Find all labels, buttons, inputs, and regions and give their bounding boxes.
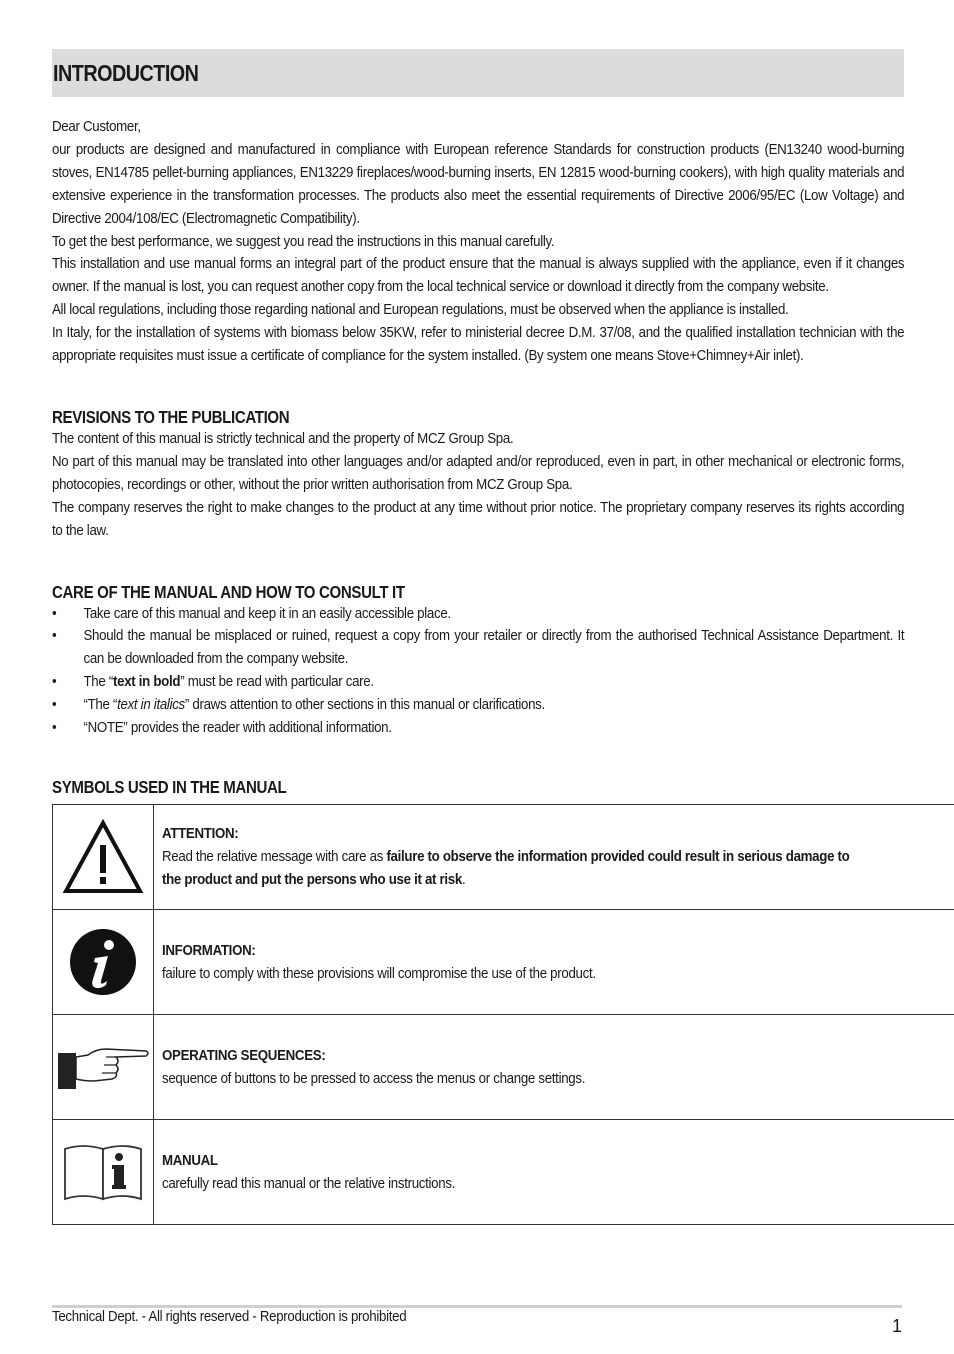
revisions-paragraph-3: The company reserves the right to make changes to the product at any time without prior notice. The proprietary company reserves its rights according to the law.: [52, 498, 905, 539]
manual-title: MANUAL: [162, 1151, 218, 1169]
pointing-hand-icon: [54, 1043, 152, 1091]
title-band: [52, 49, 904, 97]
revisions-paragraph-1: The content of this manual is strictly technical and the property of MCZ Group Spa.: [52, 429, 514, 447]
intro-paragraph-1: our products are designed and manufactured in compliance with European reference Standards for construction products (EN13240 wood-burning stoves, EN14785 pellet-burning appliances, EN13229 fireplaces/wood-burning inserts, EN 12815 wood-burning cookers), with high quality materials and extensive experience in the transformation processes. The products also meet the essential requirements of Directive 2006/95/EC (Low Voltage) and Directive 2004/108/EC (Electromagnetic Compatibility).: [52, 140, 905, 227]
care-list: [52, 603, 904, 740]
attention-text: Read the relative message with care as failure to observe the information provided could result in serious damage to the product and put the persons who use it at risk.: [162, 848, 850, 889]
page: [52, 49, 904, 1225]
intro-paragraph-2: To get the best performance, we suggest you read the instructions in this manual carefully.: [52, 232, 555, 250]
information-text: failure to comply with these provisions will compromise the use of the product.: [162, 964, 596, 982]
operating-title: OPERATING SEQUENCES:: [162, 1046, 326, 1064]
greeting: Dear Customer,: [52, 118, 141, 135]
footer-text: Technical Dept. - All rights reserved - Reproduction is prohibited: [52, 1308, 407, 1325]
symbols-table: [52, 804, 954, 1225]
symbols-section: [52, 776, 904, 1225]
warning-triangle-icon: [62, 819, 144, 895]
care-section: [52, 581, 904, 740]
page-number: 1: [891, 1316, 902, 1336]
table-row: [53, 1014, 954, 1119]
operating-text: sequence of buttons to be pressed to access the menus or change settings.: [162, 1069, 586, 1087]
attention-title: ATTENTION:: [162, 825, 239, 843]
intro-paragraph-5: In Italy, for the installation of systems with biomass below 35KW, refer to ministerial decree D.M. 37/08, and the qualified installation technician with the appropriate requisites must issue a certificate of compliance for the system installed. (By system one means Stove+Chimney+Air inlet).: [52, 324, 905, 365]
table-row: [53, 804, 954, 909]
care-heading: CARE OF THE MANUAL AND HOW TO CONSULT IT: [52, 581, 405, 602]
intro-section: [52, 116, 904, 368]
manual-text: carefully read this manual or the relative instructions.: [162, 1174, 456, 1192]
page-title: INTRODUCTION: [53, 59, 199, 86]
list-item: • “NOTE” provides the reader with additional information.: [52, 717, 904, 740]
intro-paragraph-4: All local regulations, including those regarding national and European regulations, must be observed when the appliance is installed.: [52, 301, 789, 319]
revisions-paragraph-2: No part of this manual may be translated into other languages and/or adapted and/or reproduced, even in part, in other mechanical or electronic forms, photocopies, recordings or other, without the prior written authorisation from MCZ Group Spa.: [52, 452, 905, 493]
list-item: • “The “text in italics” draws attention to other sections in this manual or clarifications.: [52, 694, 904, 717]
manual-book-icon: [61, 1141, 145, 1203]
list-item: • Take care of this manual and keep it in an easily accessible place.: [52, 603, 904, 626]
information-icon: [68, 927, 138, 997]
list-item: • Should the manual be misplaced or ruined, request a copy from your retailer or directly from the authorised Technical Assistance Department. It can be downloaded from the company website.: [52, 625, 904, 671]
intro-paragraph-3: This installation and use manual forms an integral part of the product ensure that the manual is always supplied with the appliance, even if it changes owner. If the manual is lost, you can request another copy from the local technical service or download it directly from the company website.: [52, 255, 905, 296]
table-row: [53, 1119, 954, 1224]
revisions-section: [52, 406, 904, 543]
table-row: [53, 909, 954, 1014]
symbols-heading: SYMBOLS USED IN THE MANUAL: [52, 776, 287, 797]
list-item: • The “text in bold” must be read with particular care.: [52, 671, 904, 694]
revisions-heading: REVISIONS TO THE PUBLICATION: [52, 406, 290, 427]
information-title: INFORMATION:: [162, 941, 256, 959]
